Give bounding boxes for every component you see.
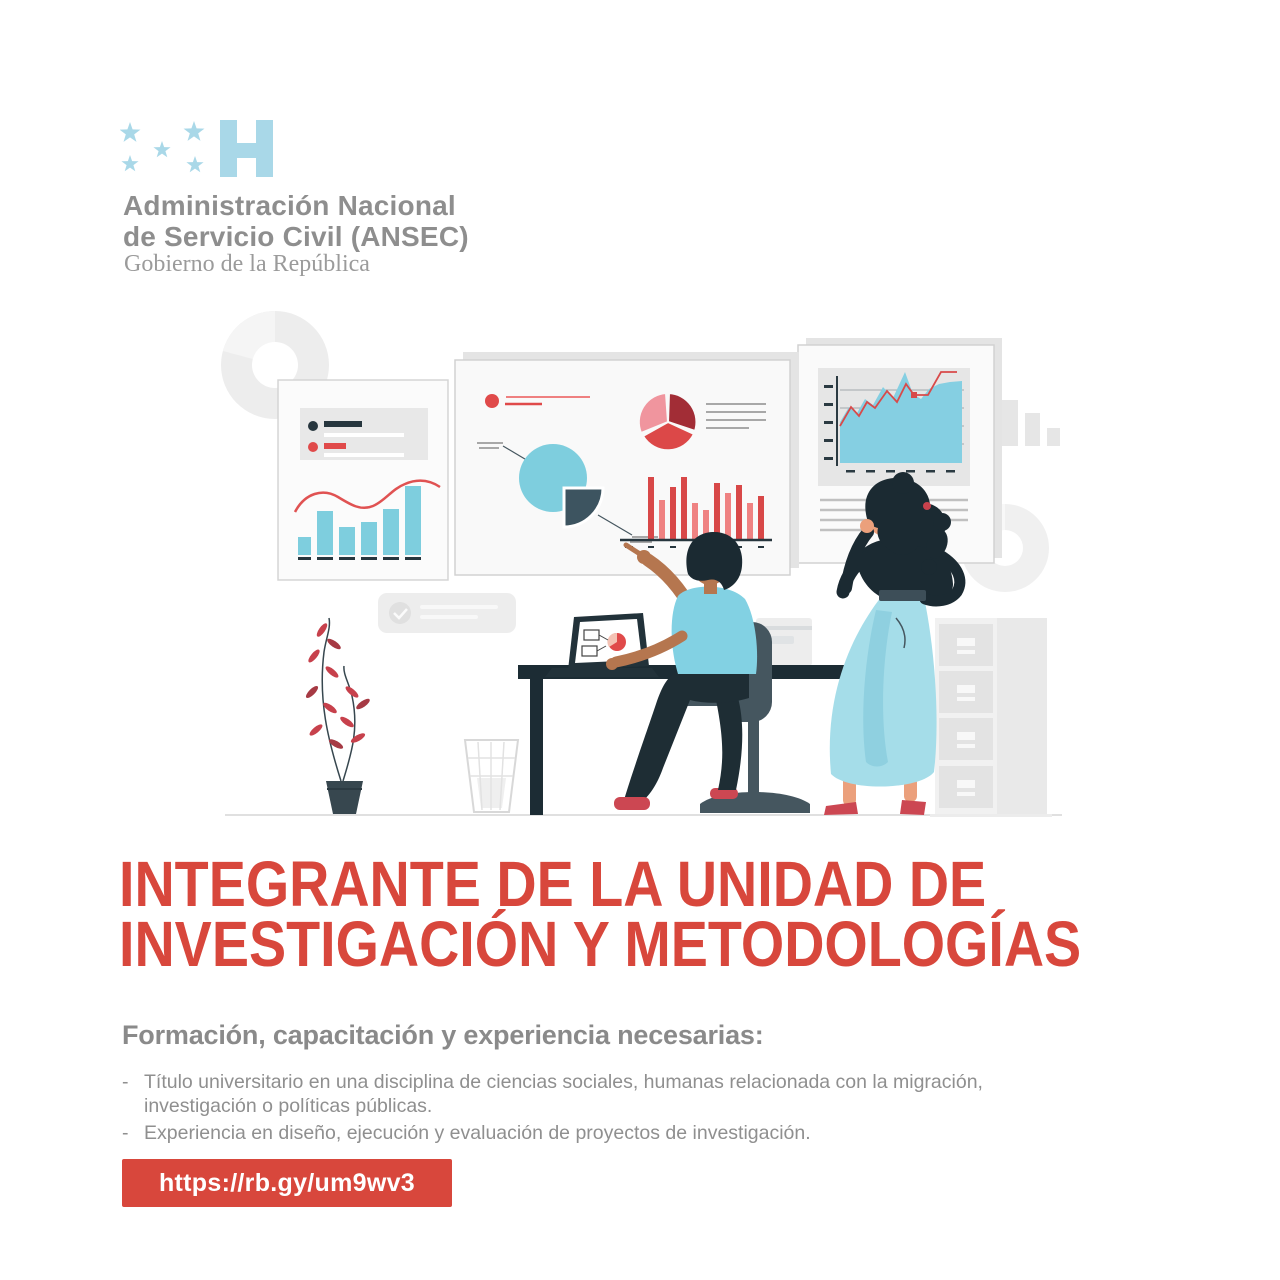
vacancy-title-line2: INVESTIGACIÓN Y METODOLOGÍAS <box>119 908 1082 980</box>
org-name-line2: de Servicio Civil (ANSEC) <box>123 221 469 252</box>
requirement-text: Título universitario en una disciplina de ciencias sociales, humanas relacionada con la migración, investigación o políticas públicas. <box>144 1071 983 1117</box>
requirements-heading: Formación, capacitación y experiencia necesarias: <box>122 1020 764 1050</box>
vacancy-title-line1: INTEGRANTE DE LA UNIDAD DE <box>119 848 987 920</box>
ansec-logo <box>120 112 290 187</box>
letter-h-logo <box>220 120 273 177</box>
star-icon <box>186 156 203 172</box>
plant <box>304 618 371 814</box>
vacancy-title <box>119 848 1225 980</box>
list-item <box>122 1070 1032 1118</box>
star-icon <box>153 141 170 157</box>
bullet-dash: - <box>122 1071 129 1093</box>
government-label: Gobierno de la República <box>124 251 370 277</box>
list-item <box>122 1121 1032 1145</box>
requirements-list <box>122 1070 1032 1148</box>
requirement-text: Experiencia en diseño, ejecución y evaluación de proyectos de investigación. <box>144 1122 811 1144</box>
office-analytics-illustration <box>200 300 1110 830</box>
plant-pot <box>326 781 363 814</box>
file-cabinet <box>930 618 1052 817</box>
bar-decoration-top-right <box>1001 400 1060 446</box>
board-left <box>278 380 448 580</box>
leaf-icon <box>304 622 371 751</box>
checklist-pill <box>378 593 516 633</box>
board-center <box>455 352 799 575</box>
star-icon <box>184 121 205 141</box>
org-name <box>123 190 469 252</box>
waste-basket <box>465 740 518 812</box>
org-name-line1: Administración Nacional <box>123 190 456 221</box>
bullet-dash: - <box>122 1122 129 1144</box>
cta-link-button[interactable]: https://rb.gy/um9wv3 <box>122 1159 452 1207</box>
star-icon <box>121 155 138 171</box>
star-icon <box>120 122 140 142</box>
